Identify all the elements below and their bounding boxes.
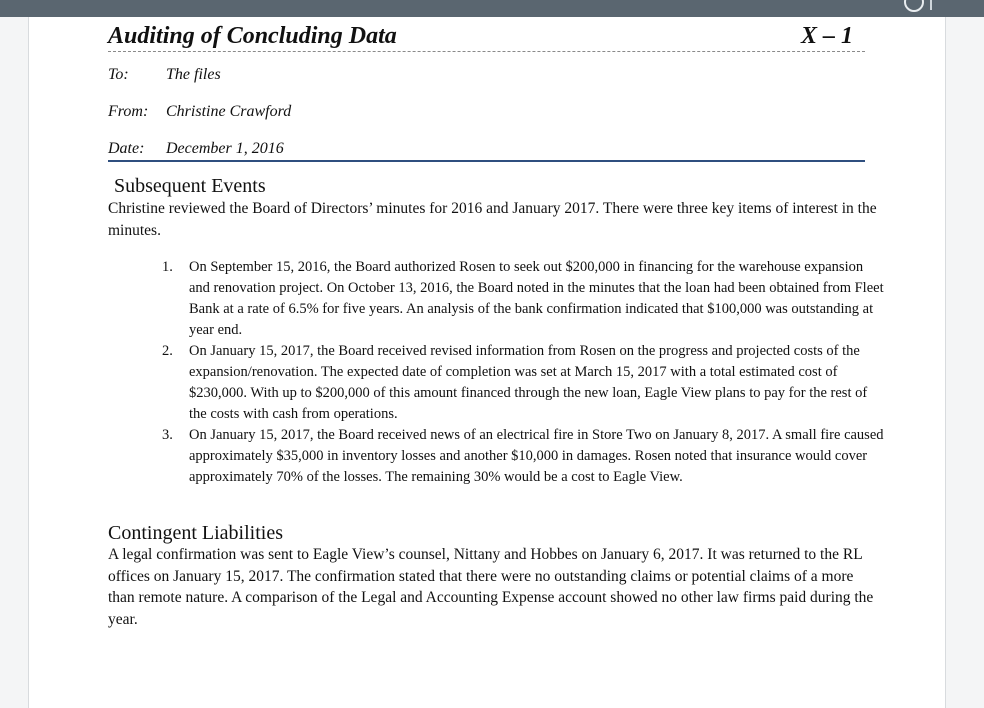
circle-icon[interactable] bbox=[904, 0, 924, 12]
subsequent-events-heading: Subsequent Events bbox=[114, 175, 266, 197]
divider bbox=[930, 0, 932, 10]
list-item-number: 1. bbox=[162, 259, 173, 275]
memo-to-label: To: bbox=[108, 66, 129, 83]
memo-from-label: From: bbox=[108, 103, 149, 120]
subsequent-events-intro: Christine reviewed the Board of Directors’ minutes for 2016 and January 2017. There were three key items of interest in the minutes. bbox=[108, 200, 877, 239]
list-item-number: 3. bbox=[162, 427, 173, 443]
document-header bbox=[108, 21, 865, 52]
contingent-liabilities-heading: Contingent Liabilities bbox=[108, 522, 283, 544]
header-divider bbox=[108, 160, 865, 162]
memo-from-value: Christine Crawford bbox=[166, 103, 292, 120]
list-item-text: On January 15, 2017, the Board received revised information from Rosen on the progress and projected costs of the expansion/renovation. The expected date of completion was set at March 15, 2017 with a total estimated cost of $230,000. With up to $200,000 of this amount financed through the new loan, Eagle View plans to pay for the rest of the costs with cash from operations. bbox=[189, 343, 868, 422]
memo-to-row bbox=[108, 66, 221, 84]
right-margin-panel bbox=[945, 17, 984, 708]
list-item-text: On September 15, 2016, the Board authorized Rosen to seek out $200,000 in financing for the warehouse expansion and renovation project. On October 13, 2016, the Board noted in the minutes that the loan had been obtained from Fleet Bank at a rate of 6.5% for five years. An analysis of the bank confirmation indicated that $100,000 was outstanding at year end. bbox=[189, 259, 884, 338]
document-title: Auditing of Concluding Data bbox=[108, 23, 397, 49]
list-item-number: 2. bbox=[162, 343, 173, 359]
window-top-bar bbox=[0, 0, 984, 17]
list-item bbox=[157, 257, 887, 341]
document-page bbox=[29, 17, 945, 708]
memo-date-row bbox=[108, 140, 284, 158]
memo-date-label: Date: bbox=[108, 140, 145, 157]
workpaper-reference: X – 1 bbox=[800, 23, 853, 49]
list-item-text: On January 15, 2017, the Board received news of an electrical fire in Store Two on January 8, 2017. A small fire caused approximately $35,000 in inventory losses and another $10,000 in damages. Rosen noted that insurance would cover approximately 70% of the losses. The remaining 30% would be a cost to Eagle View. bbox=[189, 427, 884, 485]
memo-to-value: The files bbox=[166, 66, 221, 83]
key-items-list bbox=[157, 257, 887, 488]
list-item bbox=[157, 425, 887, 488]
contingent-liabilities-text: A legal confirmation was sent to Eagle View’s counsel, Nittany and Hobbes on January 6, 2017. It was returned to the RL offices on January 15, 2017. The confirmation stated that there were no outstanding claims or potential claims of a more than remote nature. A comparison of the Legal and Accounting Expense account showed no other law firms paid during the year. bbox=[108, 546, 874, 628]
list-item bbox=[157, 341, 887, 425]
memo-date-value: December 1, 2016 bbox=[166, 140, 284, 157]
left-margin-panel bbox=[0, 17, 29, 708]
memo-from-row bbox=[108, 103, 291, 121]
